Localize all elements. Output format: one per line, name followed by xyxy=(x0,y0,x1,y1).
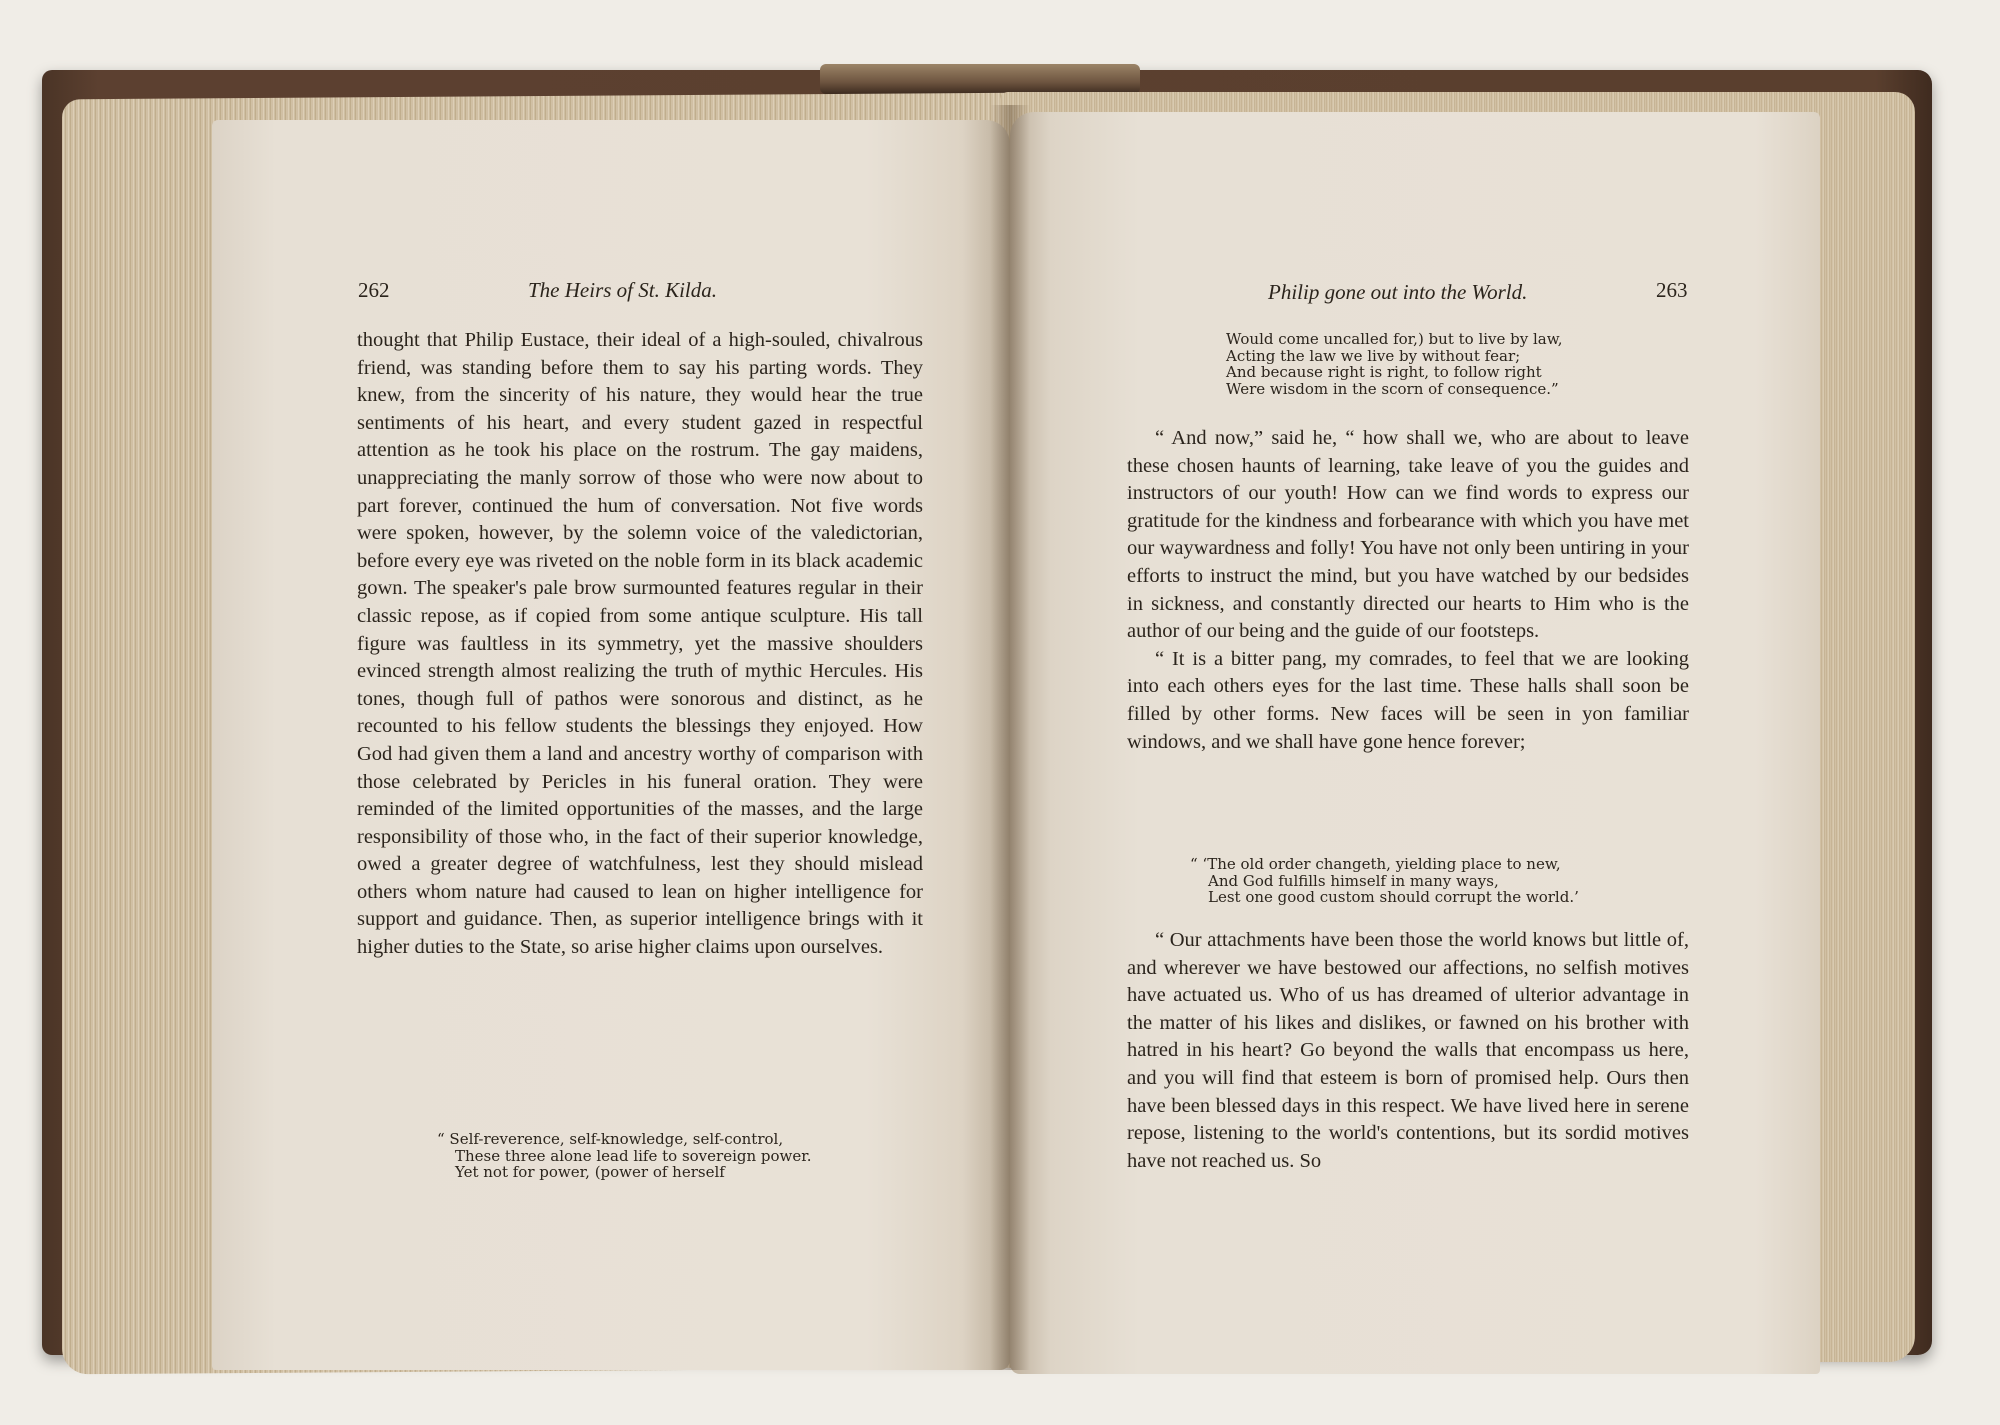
poem-line: These three alone lead life to sovereign power. xyxy=(455,1146,812,1165)
left-running-title: The Heirs of St. Kilda. xyxy=(528,278,718,302)
poem-line: “ Self-reverence, self-knowledge, self-control, xyxy=(437,1130,784,1148)
right-page-poem-top xyxy=(1226,331,1563,397)
poem-line: Would come uncalled for,) but to live by law, xyxy=(1226,330,1563,348)
right-page-body-a xyxy=(1127,425,1689,756)
right-page-poem-mid xyxy=(1190,856,1579,906)
right-paragraph: “ Our attachments have been those the world knows but little of, and wherever we have bestowed our affections, no selfish motives have actuated us. Who of us has dreamed of ulterior advantage in the matter of his likes and dislikes, or fawned on his brother with hatred in his heart? Go beyond the walls that encompass us here, and you will find that esteem is born of promised help. Ours then have been blessed days in this respect. We have lived here in serene repose, listening to the world's contentions, but its sordid motives have not reached us. So xyxy=(1127,929,1689,1172)
book-spine-top xyxy=(820,64,1140,94)
left-page-poem xyxy=(437,1131,812,1181)
right-paragraph: “ And now,” said he, “ how shall we, who are about to leave these chosen haunts of learning, take leave of you the guides and instructors of our youth! How can we find words to express our gratitude for the kindness and forbearance with which you have met our waywardness and folly! You have not only been untiring in your efforts to instruct the mind, but you have watched by our bedsides in sickness, and constantly directed our hearts to Him who is the author of our being and the guide of our footsteps. xyxy=(1127,427,1689,643)
poem-line: And God fulfills himself in many ways, xyxy=(1208,871,1499,890)
right-running-title: Philip gone out into the World. xyxy=(1268,280,1528,304)
left-page-body xyxy=(357,327,923,962)
right-paragraph: “ It is a bitter pang, my comrades, to feel that we are looking into each others eyes for the last time. These halls shall soon be filled by other forms. New faces will be seen in yon familiar windows, and we shall have gone hence forever; xyxy=(1127,647,1689,753)
poem-line: Yet not for power, (power of herself xyxy=(455,1163,725,1181)
poem-line: Acting the law we live by without fear; xyxy=(1226,346,1521,365)
left-paragraph: thought that Philip Eustace, their ideal of a high-souled, chivalrous friend, was standing before them to say his parting words. They knew, from the sincerity of his nature, they would hear the true sentiments of his heart, and every student gazed in respectful attention as he took his place on the rostrum. The gay maidens, unappreciating the manly sorrow of those who were now about to part forever, continued the hum of conversation. Not five words were spoken, however, by the solemn voice of the valedictorian, before every eye was riveted on the noble form in its black academic gown. The speaker's pale brow surmounted features regular in their classic repose, as if copied from some antique sculpture. His tall figure was faultless in its symmetry, yet the massive shoulders evinced strength almost realizing the truth of mythic Hercules. His tones, though full of pathos were sonorous and distinct, as he recounted to his fellow students the blessings they enjoyed. How God had given them a land and ancestry worthy of comparison with those celebrated by Pericles in his funeral oration. They were reminded of the limited opportunities of the masses, and the large responsibility of those who, in the fact of their superior knowledge, owed a greater degree of watchfulness, lest they should mislead others whom nature had caused to lean on higher intelligence for support and guidance. Then, as superior intelligence brings with it higher duties to the State, so arise higher claims upon ourselves. xyxy=(357,329,923,959)
poem-line: And because right is right, to follow right xyxy=(1226,363,1542,381)
left-page-number: 262 xyxy=(358,278,390,302)
poem-line: “ ‘The old order changeth, yielding place to new, xyxy=(1190,855,1561,873)
right-page-body-b xyxy=(1127,927,1689,1175)
book-gutter xyxy=(990,105,1030,1370)
poem-line: Were wisdom in the scorn of consequence.” xyxy=(1226,379,1559,398)
right-page-number: 263 xyxy=(1656,278,1688,302)
poem-line: Lest one good custom should corrupt the world.’ xyxy=(1208,888,1579,906)
